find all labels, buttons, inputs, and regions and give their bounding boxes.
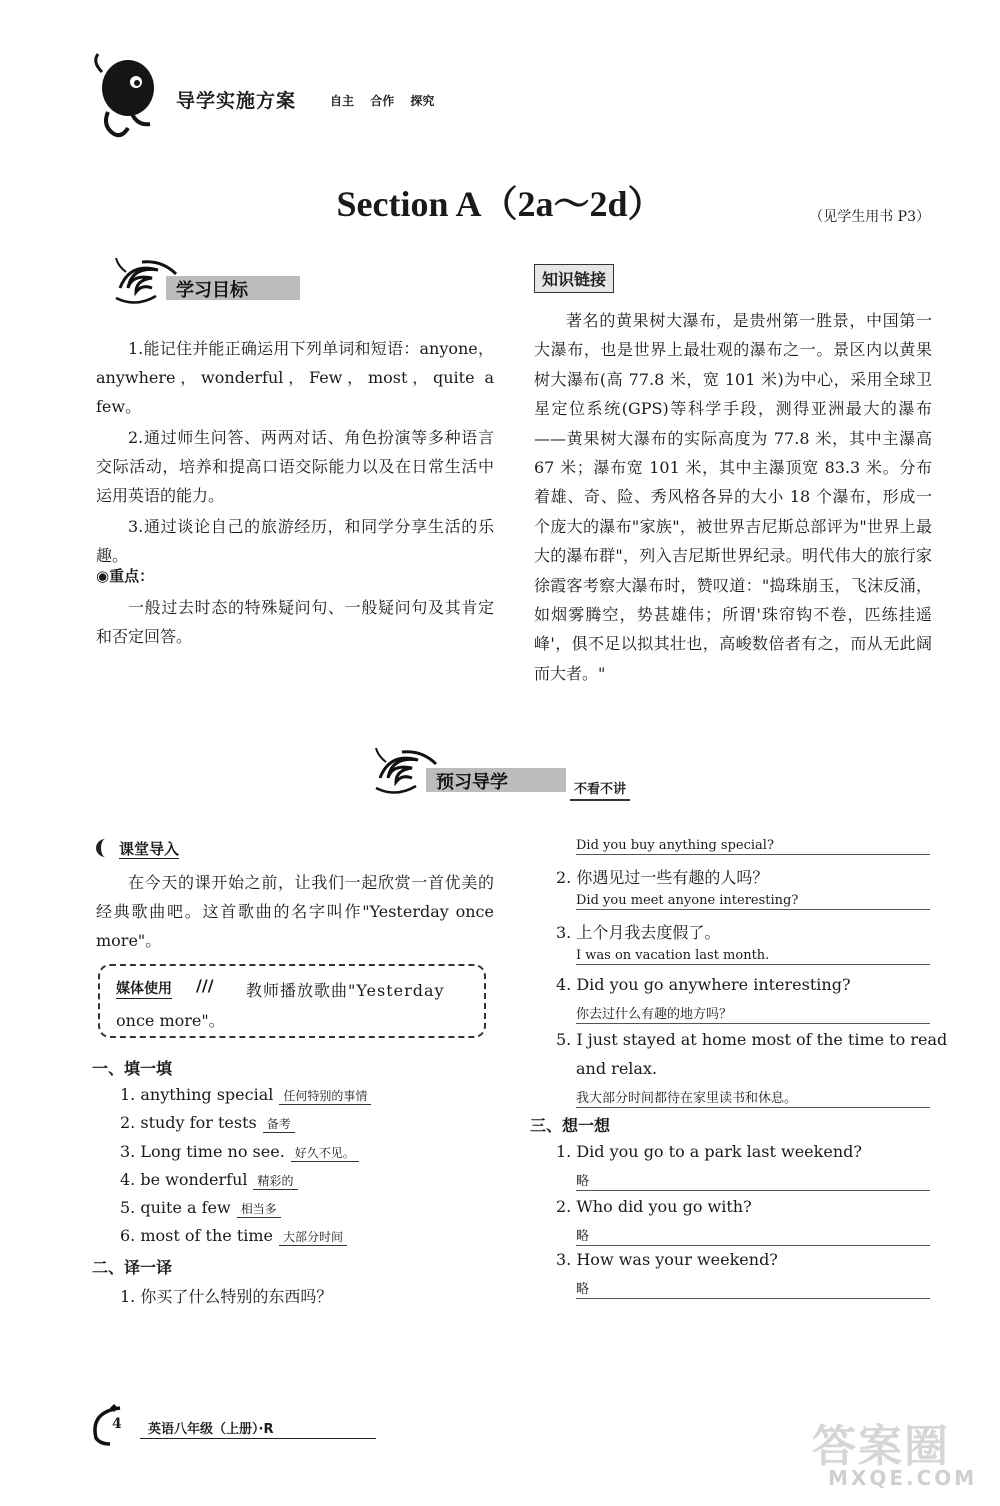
section-title: Section A（2a～2d）	[336, 184, 664, 224]
preview-tag: 不看不讲	[570, 778, 630, 801]
media-text: once more"。	[116, 1011, 225, 1030]
footer-book-title: 英语八年级（上册）·R	[148, 1422, 274, 1437]
translate-heading: 二、译一译	[92, 1258, 173, 1277]
slash-decoration: ///	[196, 976, 214, 995]
header-tags	[330, 92, 446, 109]
fill-heading: 一、填一填	[92, 1059, 173, 1078]
page-number: 4	[112, 1416, 122, 1432]
crescent-icon	[96, 839, 115, 857]
think-answer: 略	[576, 1225, 930, 1246]
knowledge-text: 著名的黄果树大瀑布，是贵州第一胜景，中国第一大瀑布，也是世界上最壮观的瀑布之一。景区内以黄果树大瀑布(高 77.8 米，宽 101 米)为中心，采用全球卫星定位系统(GPS)等科学手段，测得亚洲最大的瀑布——黄果树大瀑布的实际高度为 77.8 米，其中主瀑高 67 米；瀑布宽 101 米，其中主瀑顶宽 83.3 米。分布着雄、奇、险、秀风格各异的大小 18 个瀑布，形成一个庞大的瀑布"家族"，被世界吉尼斯总部评为"世界上最大的瀑布群"，列入吉尼斯世界纪录。明代伟大的旅行家徐霞客考察大瀑布时，赞叹道："捣珠崩玉，飞沫反涌，如烟雾腾空，势甚雄伟；所谓'珠帘钩不卷，匹练挂遥峰'，俱不足以拟其壮也，高峻数倍者有之，而从无此阔而大者。"	[534, 311, 932, 683]
think-answer: 略	[576, 1278, 930, 1299]
goals-banner-label: 学习目标	[176, 280, 248, 301]
fill-item: 4. be wonderful 精彩的	[120, 1170, 298, 1190]
translate-answer: Did you meet anyone interesting?	[576, 893, 930, 910]
fill-answer: 好久不见。	[291, 1144, 359, 1162]
goal-item: 3.通过谈论自己的旅游经历，和同学分享生活的乐趣。	[96, 517, 494, 565]
media-label: 媒体使用	[116, 978, 172, 999]
fill-answer: 大部分时间	[279, 1228, 347, 1246]
class-intro-heading: 课堂导入	[96, 838, 179, 859]
header-tag: 合作	[370, 94, 395, 108]
class-intro-text: 在今天的课开始之前，让我们一起欣赏一首优美的经典歌曲吧。这首歌曲的名字叫作"Yesterday once more"。	[96, 873, 494, 950]
watermark-url: MXQE.COM	[828, 1466, 978, 1490]
fill-item: 3. Long time no see. 好久不见。	[120, 1142, 359, 1162]
fill-answer: 任何特别的事情	[279, 1087, 371, 1105]
translate-question: 1. 你买了什么特别的东西吗？	[120, 1287, 333, 1306]
fill-item: 6. most of the time 大部分时间	[120, 1226, 347, 1246]
fill-item: 1. anything special 任何特别的事情	[120, 1085, 371, 1105]
header-tag: 自主	[330, 94, 355, 108]
goal-item: 1.能记住并能正确运用下列单词和短语：anyone，anywhere，wonderful，Few，most，quite a few。	[96, 339, 494, 416]
think-heading: 三、想一想	[530, 1116, 611, 1135]
key-points-text: 一般过去时态的特殊疑问句、一般疑问句及其肯定和否定回答。	[96, 598, 494, 646]
footer-divider	[140, 1438, 376, 1439]
translate-answer: 我大部分时间都待在家里读书和休息。	[576, 1087, 930, 1108]
fill-answer: 相当多	[237, 1200, 281, 1218]
think-answer: 略	[576, 1170, 930, 1191]
think-question: 3. How was your weekend?	[556, 1250, 778, 1269]
fill-item: 2. study for tests 备考	[120, 1113, 295, 1133]
preview-banner-label: 预习导学	[436, 772, 508, 793]
think-question: 2. Who did you go with?	[556, 1197, 752, 1216]
translate-question: 4. Did you go anywhere interesting?	[556, 975, 851, 994]
key-points-label: ◉重点：	[96, 567, 155, 585]
translate-question: 5. I just stayed at home most of the time to read	[556, 1030, 948, 1049]
knowledge-link-label: 知识链接	[534, 264, 614, 293]
goals-list	[96, 334, 494, 572]
translate-answer: I was on vacation last month.	[576, 948, 930, 965]
think-question: 1. Did you go to a park last weekend?	[556, 1142, 862, 1161]
header-tag: 探究	[410, 94, 435, 108]
translate-question: 3. 上个月我去度假了。	[556, 923, 721, 942]
header-title: 导学实施方案	[176, 90, 297, 112]
translate-question: 2. 你遇见过一些有趣的人吗？	[556, 868, 769, 887]
mascot-logo	[88, 50, 170, 140]
fill-item: 5. quite a few 相当多	[120, 1198, 281, 1218]
fill-answer: 备考	[263, 1115, 295, 1133]
translate-question-continued: and relax.	[576, 1059, 658, 1078]
student-book-reference: （见学生用书 P3）	[809, 209, 930, 225]
goal-item: 2.通过师生问答、两两对话、角色扮演等多种语言交际活动，培养和提高口语交际能力以及在日常生活中运用英语的能力。	[96, 428, 494, 505]
fill-answer: 精彩的	[253, 1172, 297, 1190]
goals-banner	[112, 258, 312, 304]
media-text: 教师播放歌曲"Yesterday	[246, 981, 445, 1000]
watermark-logo: 答案圈	[812, 1421, 950, 1472]
translate-answer: 你去过什么有趣的地方吗？	[576, 1003, 930, 1024]
translate-answer: Did you buy anything special?	[576, 838, 930, 855]
